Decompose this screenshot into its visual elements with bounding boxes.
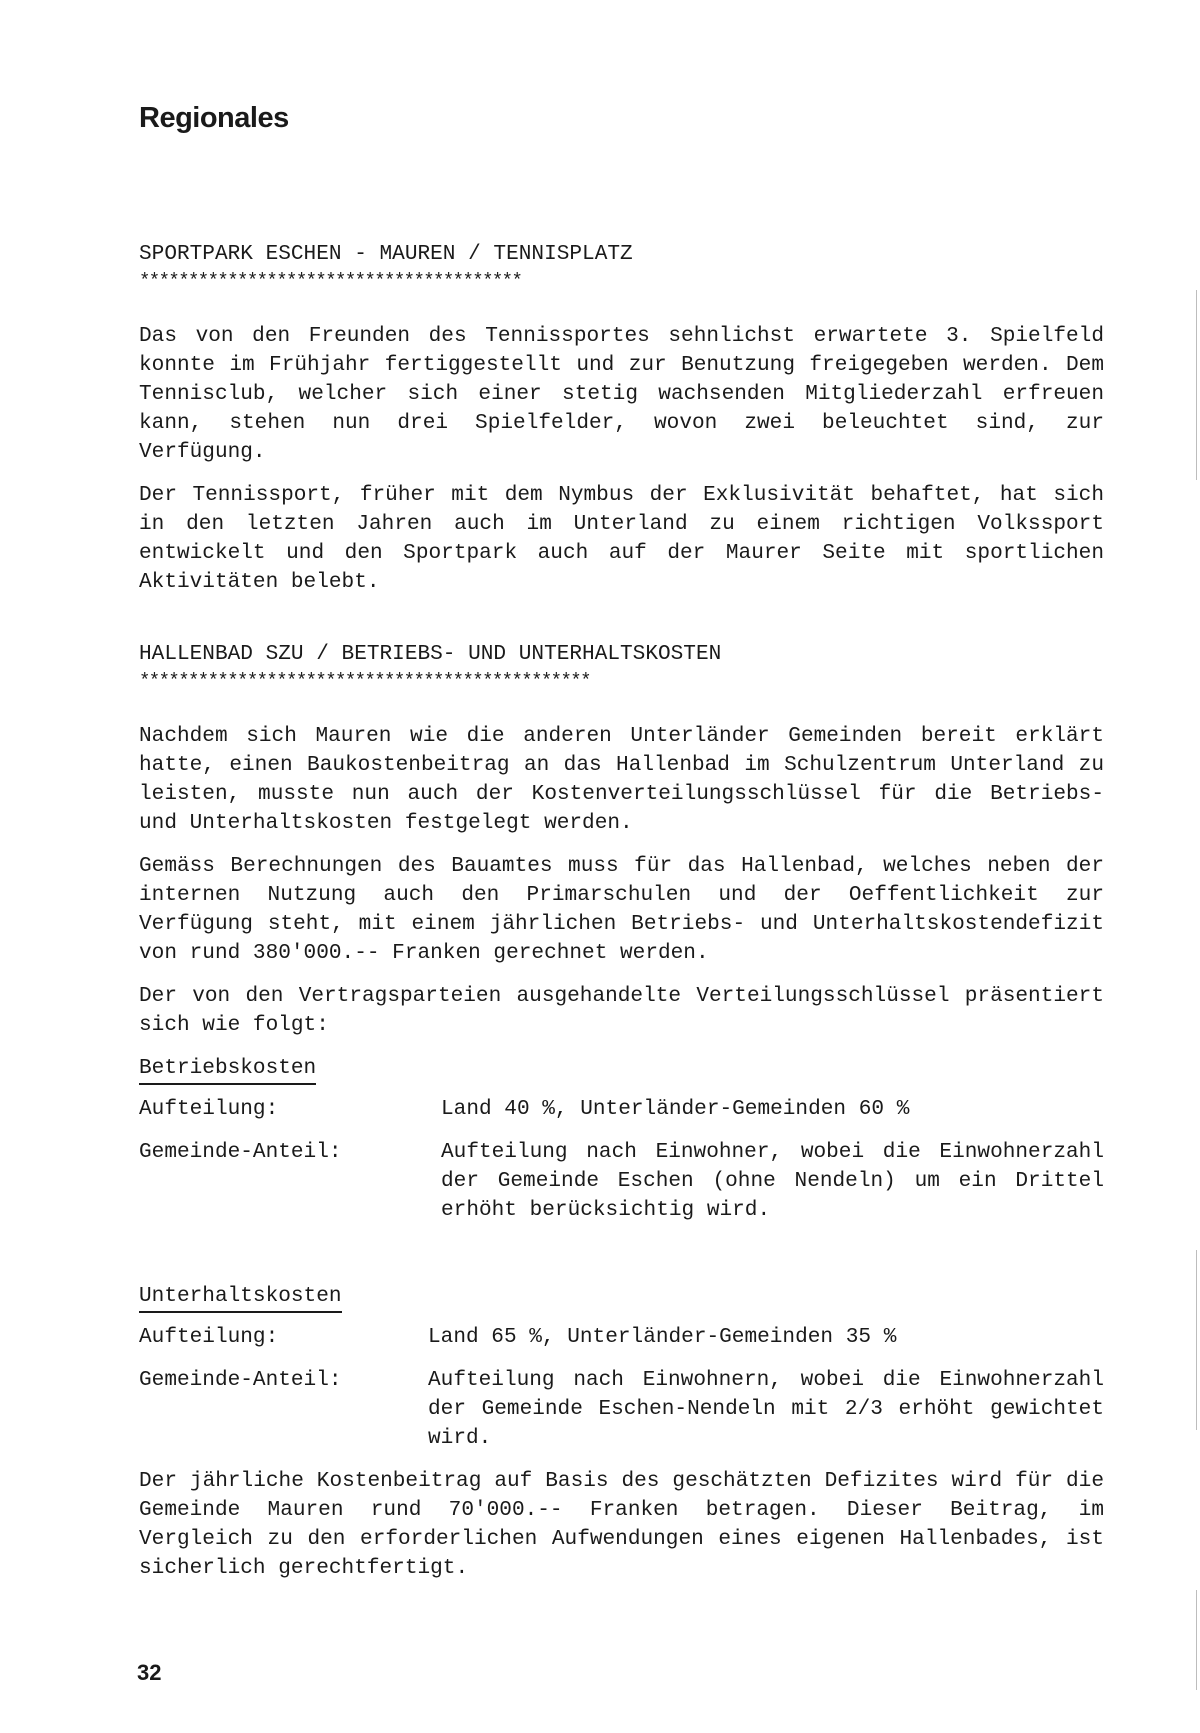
section-hallenbad [139, 640, 1104, 1583]
definition-row [139, 1323, 1104, 1352]
definition-label: Gemeinde-Anteil: [139, 1368, 342, 1392]
page-title: Regionales [139, 102, 289, 134]
scan-edge-mark [1196, 1250, 1197, 1430]
section-heading: HALLENBAD SZU / BETRIEBS- UND UNTERHALTSKOSTEN [139, 642, 722, 666]
closing-paragraph: Der jährliche Kostenbeitrag auf Basis des geschätzten Defizites wird für die Gemeinde Mauren rund 70'000.-- Franken betragen. Dieser Beitrag, im Vergleich zu den erforderlichen Aufwendungen eines eigenen Hallenbades, ist sicherlich gerechtfertigt. [139, 1469, 1104, 1580]
unterhaltskosten-block [139, 1282, 1104, 1453]
definition-value: Aufteilung nach Einwohnern, wobei die Einwohnerzahl der Gemeinde Eschen-Nendeln mit 2/3 erhöht gewichtet wird. [428, 1368, 1104, 1450]
paragraph: Das von den Freunden des Tennissportes sehnlichst erwartete 3. Spielfeld konnte im Frühjahr fertiggestellt und zur Benutzung freigegeben werden. Dem Tennisclub, welcher sich einer stetig wachsenden Mitgliederzahl erfreuen kann, stehen nun drei Spielfelder, wovon zwei beleuchtet sind, zur Verfügung. [139, 324, 1104, 464]
definition-row [139, 1366, 1104, 1453]
definition-value: Land 40 %, Unterländer-Gemeinden 60 % [441, 1097, 910, 1121]
paragraph: Gemäss Berechnungen des Bauamtes muss für das Hallenbad, welches neben der internen Nutzung auch den Primarschulen und der Oeffentlichkeit zur Verfügung steht, mit einem jährlichen Betriebs- und Unterhaltskostendefizit von rund 380'000.-- Franken gerechnet werden. [139, 854, 1104, 965]
paragraph: Nachdem sich Mauren wie die anderen Unterländer Gemeinden bereit erklärt hatte, einen Baukostenbeitrag an das Hallenbad im Schulzentrum Unterland zu leisten, musste nun auch der Kostenverteilungsschlüssel für die Betriebs- und Unterhaltskosten festgelegt werden. [139, 724, 1104, 835]
definition-label: Aufteilung: [139, 1325, 279, 1349]
betriebskosten-block [139, 1054, 1104, 1225]
scan-edge-mark [1196, 1590, 1197, 1690]
paragraph: Der Tennissport, früher mit dem Nymbus der Exklusivität behaftet, hat sich in den letzten Jahren auch im Unterland zu einem richtigen Volkssport entwickelt und den Sportpark auch auf der Maurer Seite mit sportlichen Aktivitäten belebt. [139, 483, 1104, 594]
definition-row [139, 1095, 1104, 1124]
heading-underline-stars: ********************************************** [139, 670, 590, 692]
section-sportpark [139, 240, 1104, 597]
subsection-heading: Betriebskosten [139, 1054, 316, 1085]
paragraph: Der von den Vertragsparteien ausgehandelte Verteilungsschlüssel präsentiert sich wie folgt: [139, 984, 1104, 1037]
document-body [139, 240, 1104, 1597]
definition-value: Aufteilung nach Einwohner, wobei die Einwohnerzahl der Gemeinde Eschen (ohne Nendeln) um ein Drittel erhöht berücksichtig wird. [441, 1140, 1104, 1222]
heading-underline-stars: *************************************** [139, 270, 522, 292]
subsection-heading: Unterhaltskosten [139, 1282, 342, 1313]
section-heading: SPORTPARK ESCHEN - MAUREN / TENNISPLATZ [139, 242, 633, 266]
scan-edge-mark [1196, 290, 1197, 480]
page-number: 32 [137, 1660, 162, 1685]
spacer [139, 1239, 1104, 1282]
definition-label: Gemeinde-Anteil: [139, 1140, 342, 1164]
definition-row [139, 1138, 1104, 1225]
definition-value: Land 65 %, Unterländer-Gemeinden 35 % [428, 1325, 897, 1349]
definition-label: Aufteilung: [139, 1097, 279, 1121]
